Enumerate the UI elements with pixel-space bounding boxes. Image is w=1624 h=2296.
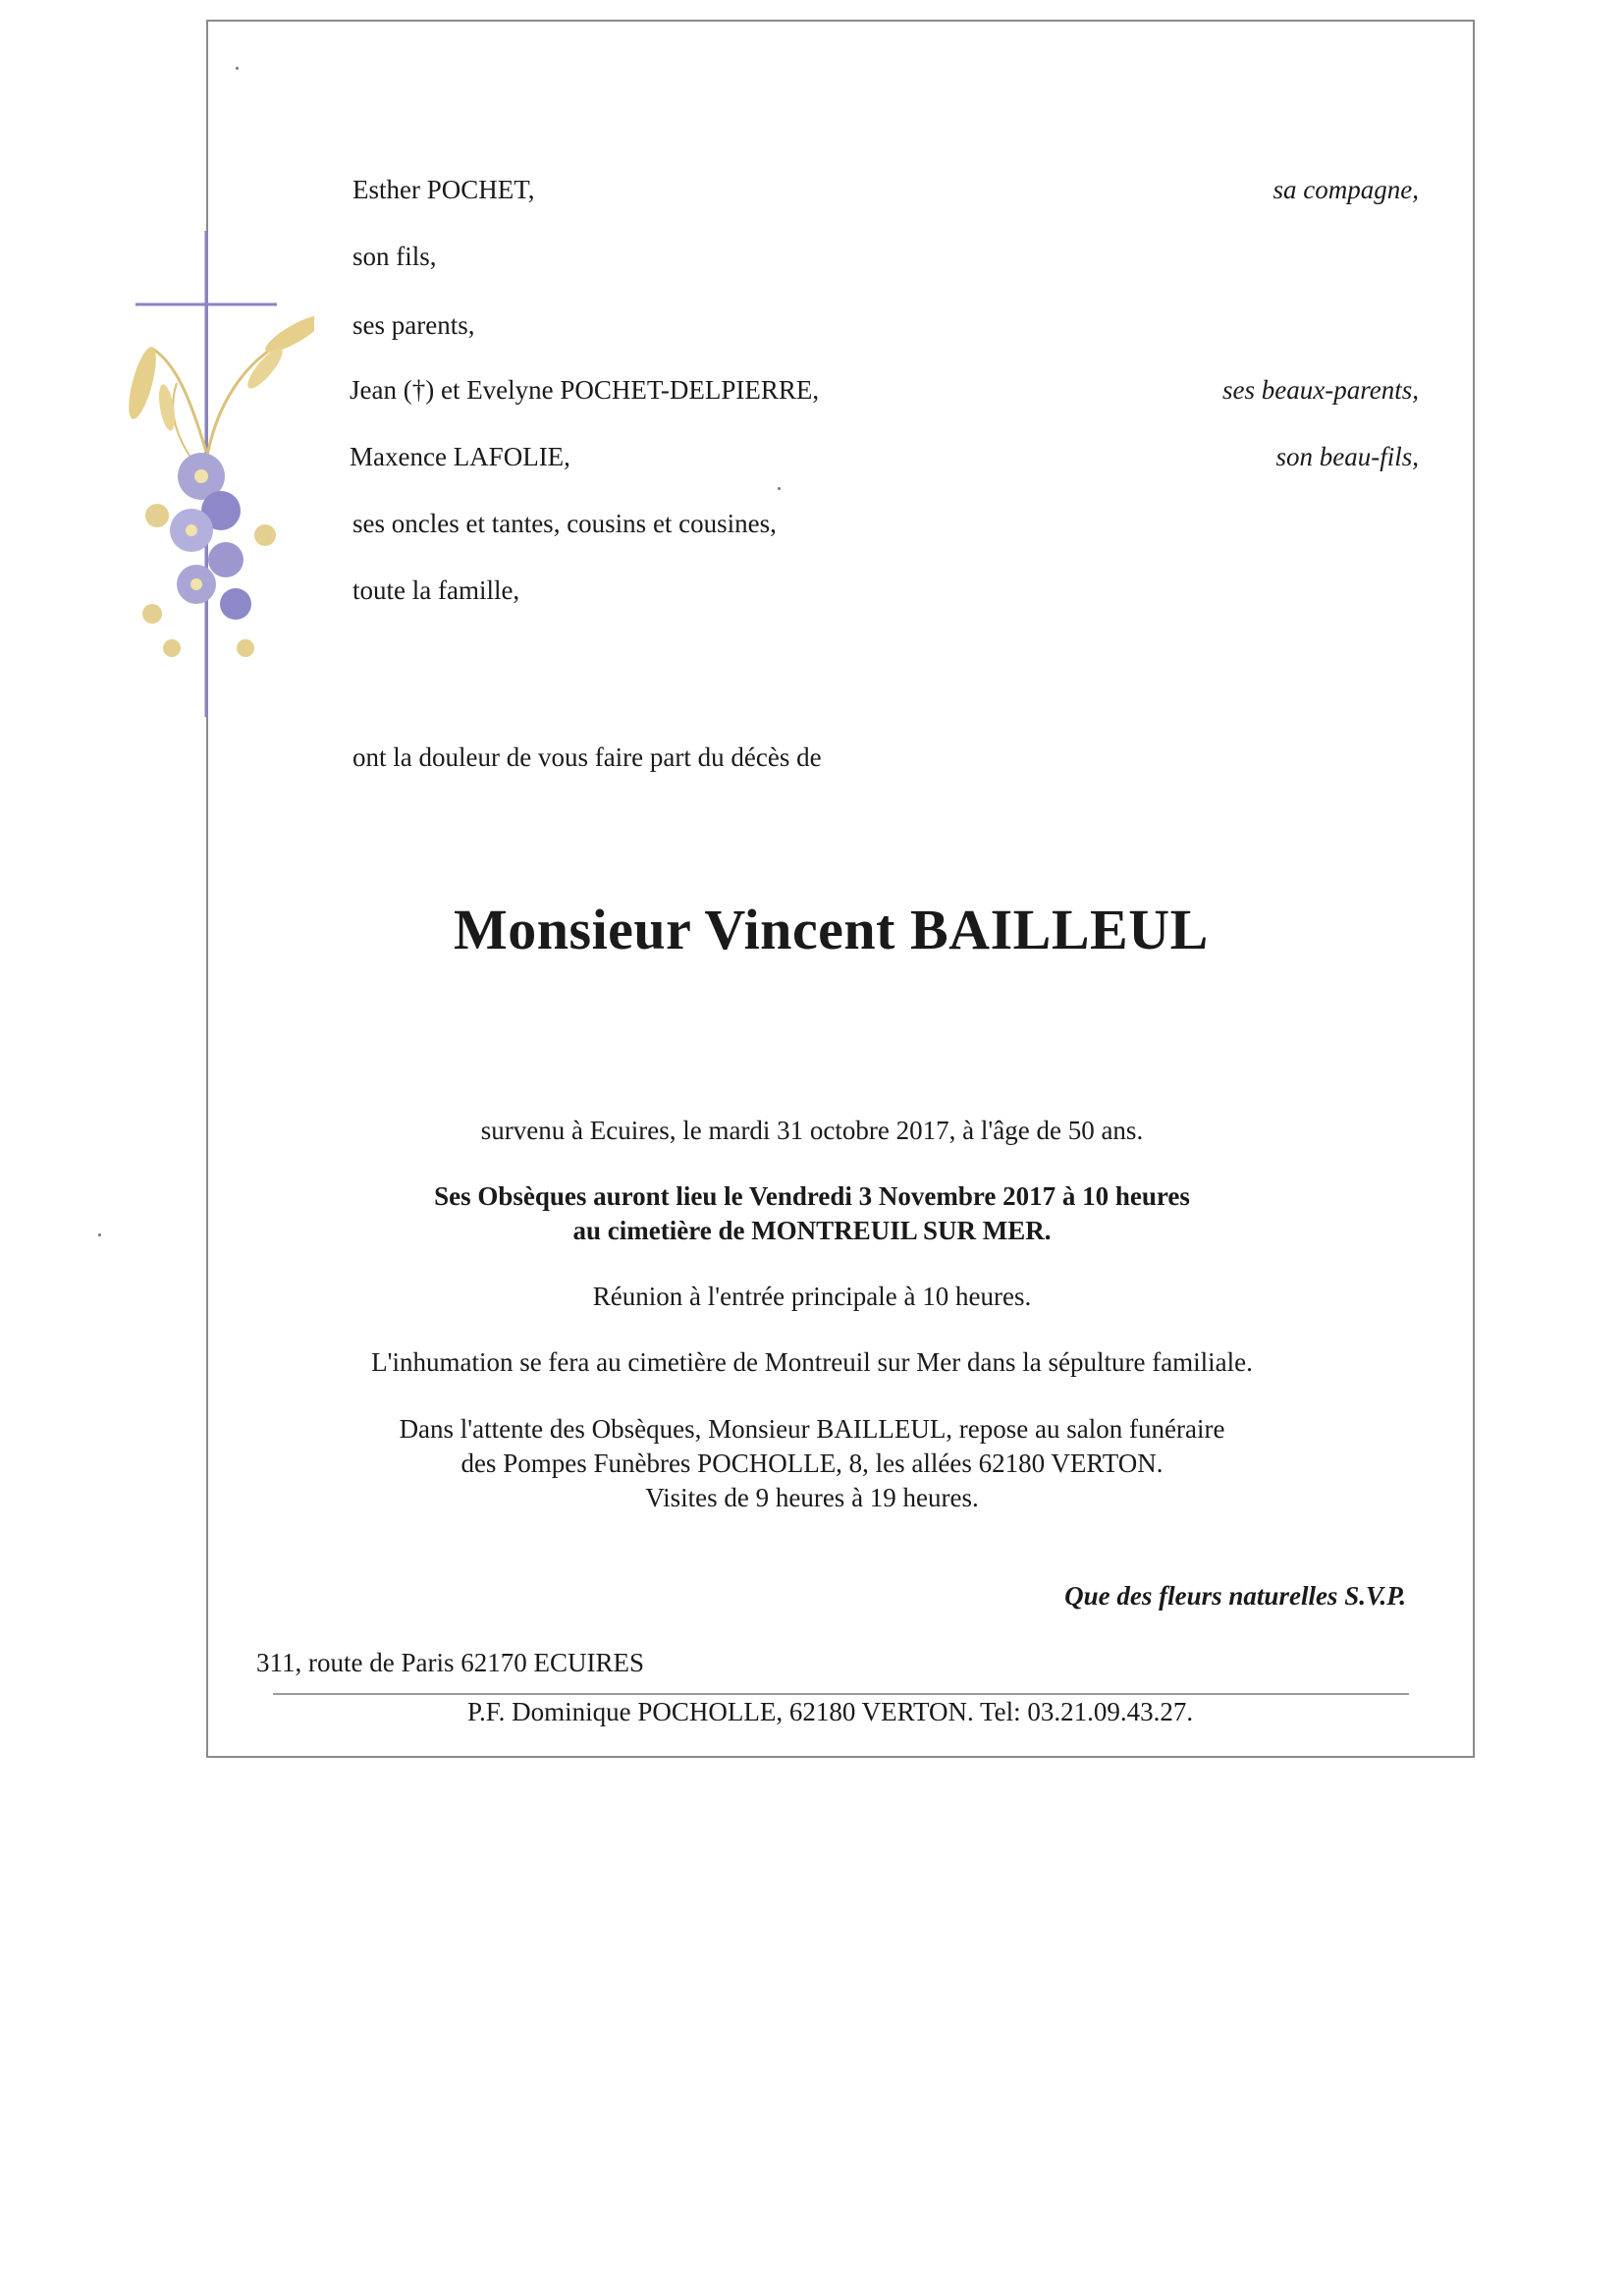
meeting-details: Réunion à l'entrée principale à 10 heures. — [592, 1282, 1032, 1311]
rest-line-2: des Pompes Funèbres POCHOLLE, 8, les allées 62180 VERTON. — [460, 1449, 1164, 1478]
family-name-5: Maxence LAFOLIE, — [350, 442, 570, 471]
family-name-3: ses parents, — [352, 310, 475, 340]
family-relation-4: ses beaux-parents, — [1222, 375, 1419, 405]
family-name-4: Jean (†) et Evelyne POCHET-DELPIERRE, — [350, 375, 820, 405]
family-name-6: ses oncles et tantes, cousins et cousines, — [352, 509, 777, 538]
family-relation-5: son beau-fils, — [1275, 442, 1419, 471]
visits-details: Visites de 9 heures à 19 heures. — [645, 1483, 979, 1512]
home-address: 311, route de Paris 62170 ECUIRES — [256, 1648, 644, 1677]
funeral-line-2: au cimetière de MONTREUIL SUR MER. — [572, 1216, 1052, 1245]
footer-divider — [273, 1693, 1409, 1695]
rest-line-1: Dans l'attente des Obsèques, Monsieur BAILLEUL, repose au salon funéraire — [399, 1414, 1225, 1444]
scan-speck — [236, 67, 239, 70]
funeral-home-footer: P.F. Dominique POCHOLLE, 62180 VERTON. Tel: 03.21.09.43.27. — [467, 1697, 1194, 1726]
family-name-2: son fils, — [352, 242, 437, 271]
death-details: survenu à Ecuires, le mardi 31 octobre 2017, à l'âge de 50 ans. — [480, 1116, 1144, 1145]
announcement-text: ont la douleur de vous faire part du décès de — [352, 742, 822, 772]
scan-speck — [778, 487, 781, 490]
scan-speck — [98, 1233, 101, 1236]
family-relation-1: sa compagne, — [1272, 175, 1419, 204]
family-name-7: toute la famille, — [352, 575, 520, 605]
deceased-name: Monsieur Vincent BAILLEUL — [454, 898, 1209, 961]
funeral-line-1: Ses Obsèques auront lieu le Vendredi 3 Novembre 2017 à 10 heures — [434, 1181, 1190, 1211]
family-name-1: Esther POCHET, — [352, 175, 535, 204]
cross-wheat-flowers-decoration — [98, 216, 314, 727]
flowers-note: Que des fleurs naturelles S.V.P. — [1064, 1581, 1406, 1611]
burial-details: L'inhumation se fera au cimetière de Montreuil sur Mer dans la sépulture familiale. — [371, 1347, 1253, 1377]
